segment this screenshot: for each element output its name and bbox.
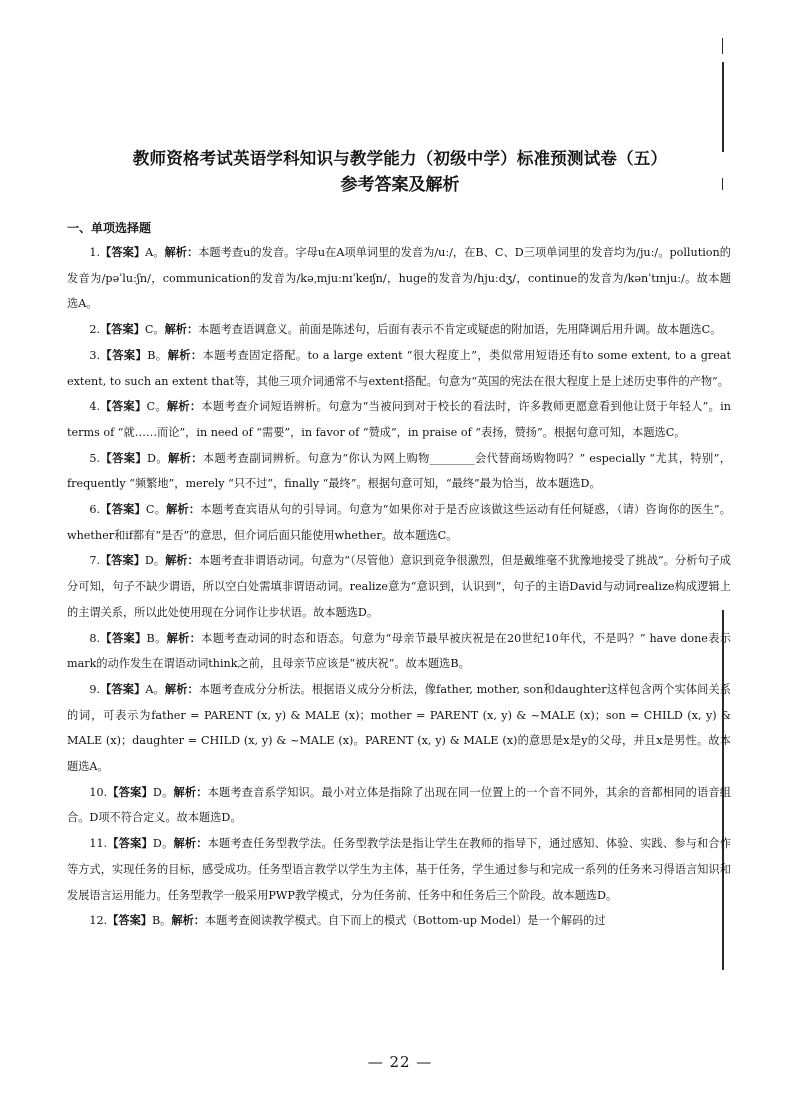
answer-value: D。	[147, 451, 169, 465]
answer-label: 【答案】	[100, 503, 146, 517]
answer-item	[67, 626, 731, 677]
analysis-label: 解析：	[164, 682, 199, 696]
item-number: 7.	[89, 554, 101, 568]
answer-item	[67, 343, 731, 394]
analysis-text: 本题考查语调意义。前面是陈述句，后面有表示不肯定或疑虑的附加语，先用降调后用升调。故本题选C。	[198, 323, 722, 337]
analysis-text: 本题考查介词短语辨析。句意为“当被问到对于校长的看法时，许多教师更愿意看到他让贤于年轻人”。in terms of “就……而论”，in need of “需要”，in favor of “赞成”，in praise of “表扬，赞扬”。根据句意可知，本题选C。	[67, 400, 731, 439]
answer-label: 【答案】	[107, 837, 153, 851]
analysis-text: 本题考查任务型教学法。任务型教学法是指让学生在教师的指导下，通过感知、体验、实践、参与和合作等方式，实现任务的目标，感受成功。任务型语言教学以学生为主体，基于任务，学生通过参与和完成一系列的任务来习得语言知识和发展语言运用能力。任务型教学一般采用PWP教学模式，分为任务前、任务中和任务后三个阶段。故本题选D。	[67, 837, 731, 902]
answer-item	[67, 677, 731, 780]
analysis-text: 本题考查宾语从句的引导词。句意为“如果你对于是否应该做这些运动有任何疑惑，（请）咨询你的医生”。whether和if都有“是否”的意思，但介词后面只能使用whether。故本题选C。	[67, 503, 731, 542]
analysis-label: 解析：	[166, 400, 202, 414]
answer-value: B。	[151, 914, 172, 928]
answer-item	[67, 497, 731, 548]
analysis-label: 解析：	[164, 323, 199, 337]
item-number: 10.	[89, 785, 108, 799]
answer-label: 【答案】	[107, 914, 152, 928]
answer-item	[67, 446, 731, 497]
answer-label: 【答案】	[100, 323, 145, 337]
item-number: 5.	[89, 451, 101, 465]
analysis-text: 本题考查动词的时态和语态。句意为“母亲节最早被庆祝是在20世纪10年代，不是吗？” have done表示mark的动作发生在谓语动词think之前，且母亲节应该是“被庆祝”。故本题选B。	[67, 631, 731, 671]
scan-edge-mark	[722, 62, 724, 152]
answer-list	[67, 240, 731, 934]
item-number: 3.	[89, 348, 101, 362]
analysis-text: 本题考查阅读教学模式。自下而上的模式（Bottom-up Model）是一个解码的过	[204, 914, 606, 928]
item-number: 2.	[89, 323, 101, 337]
answer-value: D。	[144, 554, 166, 568]
analysis-label: 解析：	[164, 246, 199, 259]
item-number: 8.	[89, 631, 101, 645]
item-number: 9.	[89, 682, 101, 696]
section-heading: 一、单项选择题	[67, 221, 152, 235]
analysis-label: 解析：	[166, 631, 202, 645]
answer-value: D。	[152, 837, 174, 851]
answer-value: C。	[145, 503, 167, 517]
answer-value: D。	[152, 785, 174, 799]
item-number: 4.	[89, 400, 101, 414]
analysis-text: 本题考查成分分析法。根据语义成分分析法，像father, mother, son和daughter这样包含两个实体间关系的词，可表示为father = PARENT (x, y) & MALE (x)；mother = PARENT (x, y) & ~MALE (x)；son = CHILD (x, y) & MALE (x)；daughter = CHILD (x, y) & ~MALE (x)。PARENT (x, y) & MALE (x)的意思是x是y的父母，并且x是男性。故本题选A。	[67, 682, 731, 774]
answer-value: B。	[147, 348, 168, 362]
answer-value: A。	[145, 682, 165, 696]
analysis-text: 本题考查音系学知识。最小对立体是指除了出现在同一位置上的一个音不同外，其余的音都相同的语音组合。D项不符合定义。故本题选D。	[67, 785, 731, 825]
answer-item	[67, 831, 731, 908]
analysis-label: 解析：	[173, 837, 208, 851]
answer-label: 【答案】	[100, 451, 147, 465]
analysis-text: 本题考查副词辨析。句意为“你认为网上购物________会代替商场购物吗？” especially “尤其，特别”，frequently “频繁地”，merely “只不过”，finally “最终”。根据句意可知，“最终”最为恰当，故本题选D。	[67, 451, 731, 491]
page-number: — 22 —	[367, 1053, 433, 1071]
analysis-label: 解析：	[167, 348, 203, 362]
analysis-label: 解析：	[166, 503, 201, 517]
item-number: 12.	[89, 914, 108, 928]
analysis-text: 本题考查非谓语动词。句意为“（尽管他）意识到竞争很激烈，但是戴维毫不犹豫地接受了挑战”。分析句子成分可知，句子不缺少谓语，所以空白处需填非谓语动词。realize意为“意识到，认识到”，句子的主语David与动词realize构成逻辑上的主谓关系，所以此处使用现在分词作让步状语。故本题选D。	[67, 554, 731, 619]
analysis-label: 解析：	[171, 914, 205, 928]
answer-item	[67, 394, 731, 445]
answer-item	[67, 548, 731, 625]
answer-label: 【答案】	[100, 554, 145, 568]
answer-item	[67, 317, 731, 343]
answer-label: 【答案】	[100, 400, 147, 414]
item-number: 1.	[89, 246, 101, 259]
analysis-text: 本题考查固定搭配。to a large extent “很大程度上”，类似常用短语还有to some extent, to a great extent, to such an extent that等，其他三项介词通常不与extent搭配。句意为“英国的宪法在很大程度上是上述历史事件的产物”。	[67, 348, 731, 388]
analysis-label: 解析：	[168, 451, 203, 465]
answer-label: 【答案】	[100, 682, 146, 696]
answer-value: B。	[146, 631, 167, 645]
answer-item	[67, 240, 731, 317]
item-number: 11.	[89, 837, 108, 851]
analysis-text: 本题考查u的发音。字母u在A项单词里的发音为/uː/，在B、C、D三项单词里的发音均为/juː/。pollution的发音为/pəˈluːʃn/，communication的发音为/kəˌmjuːnɪˈkeɪʃn/，huge的发音为/hjuːdʒ/，continue的发音为/kənˈtɪnjuː/。故本题选A。	[67, 246, 731, 311]
answer-label: 【答案】	[100, 246, 146, 259]
item-number: 6.	[89, 503, 101, 517]
answer-value: C。	[146, 400, 167, 414]
document-title: 教师资格考试英语学科知识与教学能力（初级中学）标准预测试卷（五）	[132, 149, 668, 168]
analysis-label: 解析：	[173, 785, 208, 799]
document-subtitle: 参考答案及解析	[340, 175, 460, 195]
answer-label: 【答案】	[100, 348, 148, 362]
answer-value: A。	[145, 246, 165, 259]
scan-edge-mark	[722, 38, 723, 54]
answer-value: C。	[144, 323, 165, 337]
answer-label: 【答案】	[107, 785, 153, 799]
answer-item	[67, 780, 731, 831]
answer-item	[67, 908, 731, 934]
analysis-label: 解析：	[165, 554, 199, 568]
answer-label: 【答案】	[100, 631, 147, 645]
